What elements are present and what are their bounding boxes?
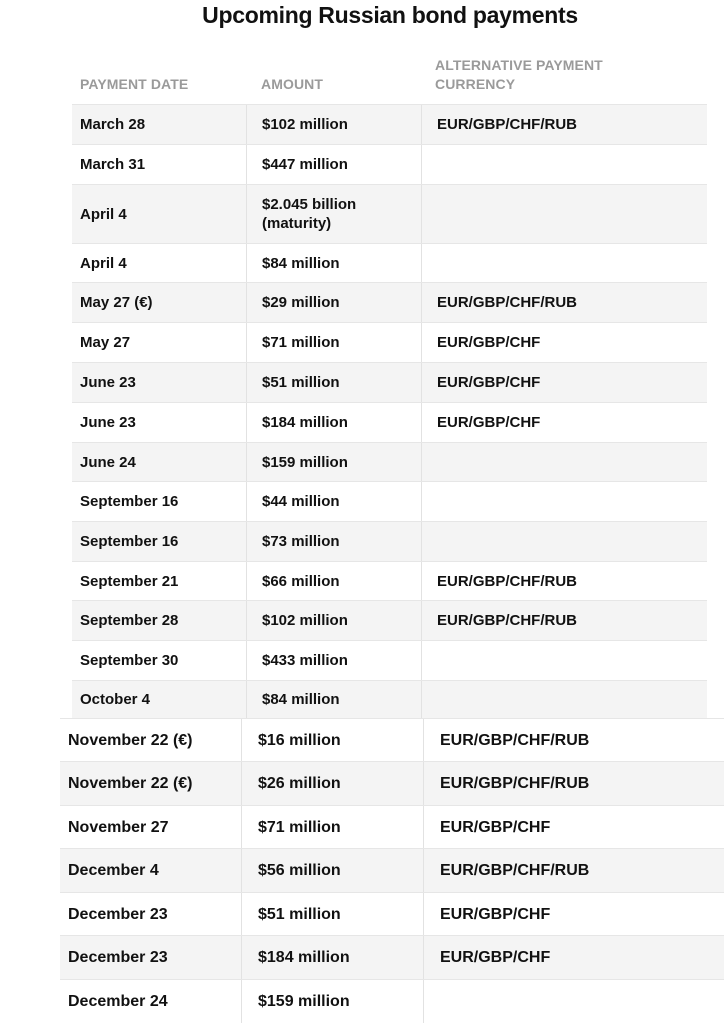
payment-date-cell-text: November 27 <box>68 818 169 836</box>
alternative-currency-cell-text: EUR/GBP/CHF <box>437 414 541 431</box>
alternative-currency-cell <box>423 980 724 1023</box>
table-row <box>72 104 707 144</box>
payment-date-cell-text: September 28 <box>80 612 179 629</box>
payment-date-cell <box>68 762 241 805</box>
amount-cell <box>246 641 421 680</box>
payment-date-cell-text: September 30 <box>80 652 179 669</box>
payment-date-cell-text: April 4 <box>80 205 127 223</box>
table-row <box>60 848 724 892</box>
payment-date-cell-text: June 23 <box>80 374 136 391</box>
alternative-currency-cell <box>421 244 707 282</box>
amount-cell <box>246 522 421 561</box>
amount-cell <box>246 601 421 640</box>
alternative-currency-cell-text: EUR/GBP/CHF <box>437 334 541 351</box>
alternative-currency-cell <box>421 601 707 640</box>
amount-cell-text: $102 million <box>262 116 348 133</box>
amount-cell-text: $16 million <box>258 731 341 749</box>
amount-cell <box>246 443 421 481</box>
amount-cell-text: $159 million <box>262 453 348 471</box>
amount-cell-text: $159 million <box>258 993 350 1010</box>
table-row <box>72 680 707 718</box>
alternative-currency-cell <box>421 443 707 481</box>
table-row <box>60 805 724 848</box>
table-row <box>72 243 707 282</box>
payment-date-cell <box>80 641 246 680</box>
amount-cell-text: $26 million <box>258 775 341 792</box>
amount-cell <box>241 893 423 935</box>
payment-date-cell <box>68 806 241 848</box>
amount-cell-text: $184 million <box>262 414 348 431</box>
amount-cell-text: $2.045 billion (maturity) <box>262 196 357 232</box>
payment-date-cell <box>80 443 246 481</box>
table-row <box>72 481 707 521</box>
amount-cell <box>246 283 421 322</box>
payment-date-cell-text: September 16 <box>80 533 179 550</box>
alternative-currency-cell-text: EUR/GBP/CHF/RUB <box>440 862 590 879</box>
amount-cell-text: $71 million <box>262 334 340 351</box>
table-header <box>72 56 707 98</box>
header-alternative-currency: ALTERNATIVE PAYMENT CURRENCY <box>435 57 603 92</box>
payment-date-cell <box>80 403 246 442</box>
alternative-currency-cell-text: EUR/GBP/CHF/RUB <box>437 116 578 133</box>
amount-cell-text: $84 million <box>262 691 340 708</box>
payment-date-cell-text: May 27 (€) <box>80 294 153 311</box>
amount-cell <box>246 363 421 402</box>
amount-cell-text: $56 million <box>258 862 341 879</box>
amount-cell <box>241 936 423 979</box>
amount-cell <box>246 681 421 718</box>
amount-cell-text: $102 million <box>262 612 348 629</box>
table-row <box>60 935 724 979</box>
header-amount: AMOUNT <box>261 76 324 92</box>
amount-cell <box>246 105 421 144</box>
alternative-currency-cell <box>423 849 724 892</box>
alternative-currency-cell <box>421 323 707 362</box>
page-title: Upcoming Russian bond payments <box>202 2 578 28</box>
payment-date-cell-text: December 4 <box>68 862 159 879</box>
alternative-currency-cell <box>423 893 724 935</box>
alternative-currency-cell <box>423 762 724 805</box>
table-row <box>72 402 707 442</box>
amount-cell <box>241 849 423 892</box>
amount-cell <box>246 403 421 442</box>
table-row <box>60 979 724 1023</box>
table-row <box>60 892 724 935</box>
amount-cell <box>241 980 423 1023</box>
alternative-currency-cell-text: EUR/GBP/CHF/RUB <box>440 731 590 749</box>
payment-date-cell <box>68 849 241 892</box>
alternative-currency-cell <box>421 403 707 442</box>
alternative-currency-cell <box>423 936 724 979</box>
payment-date-cell <box>80 601 246 640</box>
amount-cell-text: $84 million <box>262 254 340 272</box>
amount-cell-text: $433 million <box>262 652 348 669</box>
alternative-currency-cell <box>421 681 707 718</box>
table-row <box>72 282 707 322</box>
payment-date-cell-text: December 23 <box>68 905 168 923</box>
alternative-currency-cell <box>421 482 707 521</box>
amount-cell <box>246 562 421 600</box>
alternative-currency-cell <box>423 806 724 848</box>
amount-cell-text: $66 million <box>262 572 340 590</box>
amount-cell <box>246 244 421 282</box>
payment-date-cell-text: May 27 <box>80 334 131 351</box>
amount-cell <box>246 145 421 184</box>
table-row <box>72 144 707 184</box>
alternative-currency-cell-text: EUR/GBP/CHF/RUB <box>437 612 578 629</box>
amount-cell-text: $51 million <box>262 374 340 391</box>
amount-cell <box>241 719 423 761</box>
table-row <box>72 442 707 481</box>
amount-cell-text: $29 million <box>262 294 340 311</box>
amount-cell-text: $44 million <box>262 493 340 510</box>
payment-date-cell-text: September 16 <box>80 493 179 510</box>
table-row <box>72 640 707 680</box>
amount-cell <box>246 482 421 521</box>
alternative-currency-cell <box>423 719 724 761</box>
header-payment-date: PAYMENT DATE <box>80 76 189 92</box>
table-row <box>60 718 724 761</box>
alternative-currency-cell <box>421 145 707 184</box>
payment-date-cell-text: June 24 <box>80 453 136 471</box>
payment-date-cell <box>68 936 241 979</box>
amount-cell <box>241 806 423 848</box>
amount-cell-text: $51 million <box>258 905 341 923</box>
amount-cell-text: $71 million <box>258 818 341 836</box>
payment-date-cell <box>80 323 246 362</box>
table-row <box>60 761 724 805</box>
payment-date-cell <box>80 105 246 144</box>
payment-date-cell-text: March 31 <box>80 156 146 173</box>
table-row <box>72 362 707 402</box>
payment-date-cell-text: September 21 <box>80 572 179 590</box>
alternative-currency-cell <box>421 522 707 561</box>
alternative-currency-cell <box>421 185 707 243</box>
table-row <box>72 561 707 600</box>
payment-date-cell <box>80 185 246 243</box>
alternative-currency-cell-text: EUR/GBP/CHF <box>440 949 551 966</box>
alternative-currency-cell <box>421 641 707 680</box>
table-row <box>72 600 707 640</box>
table-row <box>72 521 707 561</box>
payment-date-cell <box>80 283 246 322</box>
payment-date-cell <box>80 244 246 282</box>
alternative-currency-cell-text: EUR/GBP/CHF/RUB <box>440 775 590 792</box>
payment-date-cell-text: June 23 <box>80 414 136 431</box>
amount-cell <box>246 185 421 243</box>
alternative-currency-cell-text: EUR/GBP/CHF/RUB <box>437 294 578 311</box>
payment-date-cell-text: November 22 (€) <box>68 775 193 792</box>
alternative-currency-cell-text: EUR/GBP/CHF/RUB <box>437 572 578 590</box>
payment-date-cell <box>80 522 246 561</box>
amount-cell-text: $73 million <box>262 533 340 550</box>
table-row <box>72 184 707 243</box>
alternative-currency-cell-text: EUR/GBP/CHF <box>440 818 551 836</box>
alternative-currency-cell <box>421 363 707 402</box>
amount-cell <box>241 762 423 805</box>
payment-date-cell <box>80 482 246 521</box>
payment-date-cell <box>68 893 241 935</box>
payment-date-cell-text: December 23 <box>68 949 168 966</box>
payment-date-cell <box>80 363 246 402</box>
alternative-currency-cell <box>421 283 707 322</box>
payment-date-cell <box>80 681 246 718</box>
alternative-currency-cell <box>421 562 707 600</box>
payment-date-cell-text: March 28 <box>80 116 146 133</box>
payment-date-cell <box>68 719 241 761</box>
amount-cell-text: $184 million <box>258 949 350 966</box>
alternative-currency-cell-text: EUR/GBP/CHF <box>440 905 551 923</box>
payment-date-cell-text: April 4 <box>80 254 127 272</box>
payment-date-cell-text: October 4 <box>80 691 151 708</box>
amount-cell-text: $447 million <box>262 156 348 173</box>
payment-date-cell <box>80 145 246 184</box>
amount-cell <box>246 323 421 362</box>
payment-date-cell-text: November 22 (€) <box>68 731 193 749</box>
alternative-currency-cell <box>421 105 707 144</box>
payment-date-cell <box>80 562 246 600</box>
payment-date-cell-text: December 24 <box>68 993 168 1010</box>
payment-date-cell <box>68 980 241 1023</box>
alternative-currency-cell-text: EUR/GBP/CHF <box>437 374 541 391</box>
table-row <box>72 322 707 362</box>
